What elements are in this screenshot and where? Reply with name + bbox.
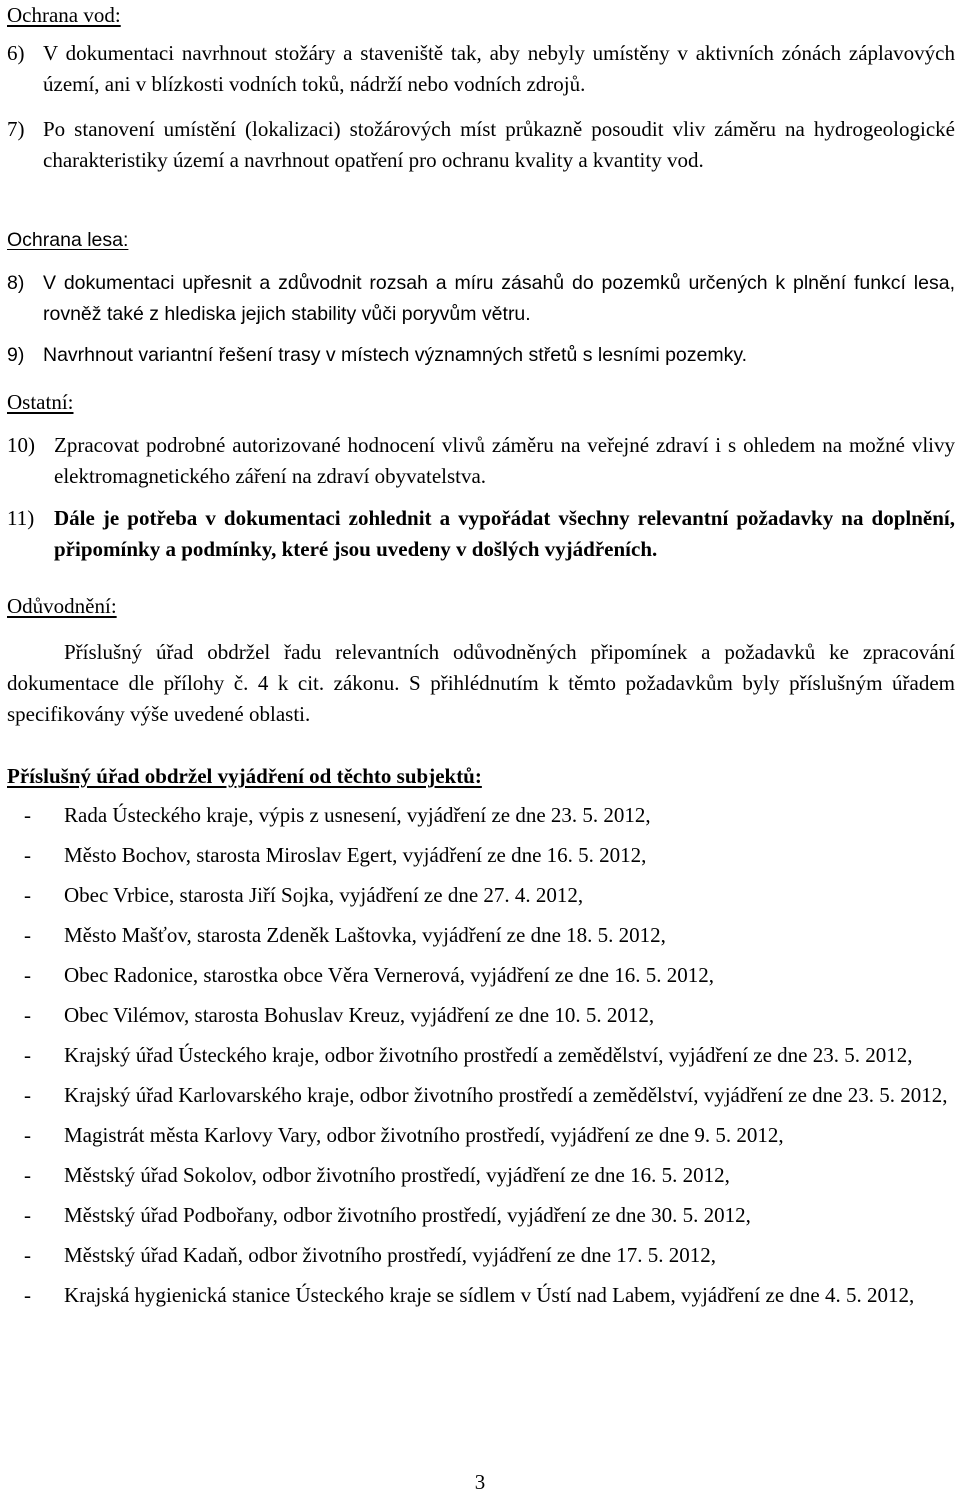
list-item xyxy=(7,840,955,871)
item-number: 6) xyxy=(7,41,25,65)
item-text: Po stanovení umístění (lokalizaci) stožárových míst průkazně posoudit vliv záměru na hydrogeologické charakteristiky území a navrhnout opatření pro ochranu kvality a kvantity vod. xyxy=(43,117,955,172)
page-number: 3 xyxy=(474,1470,486,1494)
list-item xyxy=(7,960,955,991)
list-dash: - xyxy=(24,1043,31,1067)
item-text: Navrhnout variantní řešení trasy v místech významných střetů s lesními pozemky. xyxy=(43,344,748,366)
list-dash: - xyxy=(24,1203,31,1227)
item-number: 11) xyxy=(7,506,35,530)
heading-forest-protection: Ochrana lesa: xyxy=(7,229,129,251)
list-item xyxy=(7,1240,955,1271)
item-number: 8) xyxy=(7,272,25,294)
heading-other: Ostatní: xyxy=(7,390,74,414)
list-item-text: Rada Ústeckého kraje, výpis z usnesení, vyjádření ze dne 23. 5. 2012, xyxy=(64,803,651,827)
list-dash: - xyxy=(24,923,31,947)
requirement-item xyxy=(7,38,955,100)
list-item-text: Městský úřad Kadaň, odbor životního prostředí, vyjádření ze dne 17. 5. 2012, xyxy=(64,1243,717,1267)
list-dash: - xyxy=(24,803,31,827)
list-dash: - xyxy=(24,1123,31,1147)
requirement-item xyxy=(7,114,955,176)
list-item-text: Město Mašťov, starosta Zdeněk Laštovka, vyjádření ze dne 18. 5. 2012, xyxy=(64,923,666,947)
list-item-text: Krajský úřad Karlovarského kraje, odbor životního prostředí a zemědělství, vyjádření ze dne 23. 5. 2012, xyxy=(64,1083,948,1107)
list-item-text: Krajský úřad Ústeckého kraje, odbor životního prostředí a zemědělství, vyjádření ze dne 23. 5. 2012, xyxy=(64,1043,913,1067)
list-item xyxy=(7,1120,955,1151)
list-dash: - xyxy=(24,883,31,907)
list-dash: - xyxy=(24,1003,31,1027)
item-text: V dokumentaci upřesnit a zdůvodnit rozsah a míru zásahů do pozemků určených k plnění funkcí lesa, rovněž také z hlediska jejich stability vůči poryvům větru. xyxy=(43,272,955,325)
list-item xyxy=(7,1160,955,1191)
item-text: V dokumentaci navrhnout stožáry a staveniště tak, aby nebyly umístěny v aktivních zónách záplavových území, ani v blízkosti vodních toků, nádrží nebo vodních zdrojů. xyxy=(43,41,955,96)
list-item xyxy=(7,800,955,831)
item-number: 9) xyxy=(7,344,25,366)
list-item-text: Obec Vrbice, starosta Jiří Sojka, vyjádření ze dne 27. 4. 2012, xyxy=(64,883,584,907)
list-item xyxy=(7,1280,955,1311)
list-item-text: Město Bochov, starosta Miroslav Egert, vyjádření ze dne 16. 5. 2012, xyxy=(64,843,647,867)
item-number: 10) xyxy=(7,433,35,457)
list-dash: - xyxy=(24,1083,31,1107)
justification-paragraph: Příslušný úřad obdržel řadu relevantních odůvodněných připomínek a požadavků ke zpracování dokumentace dle přílohy č. 4 k cit. zákonu. S přihlédnutím k těmto požadavkům byly příslušným úřadem specifikovány výše uvedené oblasti. xyxy=(7,640,955,726)
list-item-text: Městský úřad Sokolov, odbor životního prostředí, vyjádření ze dne 16. 5. 2012, xyxy=(64,1163,730,1187)
list-item-text: Magistrát města Karlovy Vary, odbor životního prostředí, vyjádření ze dne 9. 5. 2012, xyxy=(64,1123,784,1147)
statements-list xyxy=(7,800,955,1320)
list-dash: - xyxy=(24,843,31,867)
list-item xyxy=(7,1200,955,1231)
list-item xyxy=(7,880,955,911)
requirement-item xyxy=(7,430,955,492)
heading-justification: Odůvodnění: xyxy=(7,594,117,618)
requirement-item xyxy=(7,340,955,371)
list-item-text: Obec Radonice, starostka obce Věra Vernerová, vyjádření ze dne 16. 5. 2012, xyxy=(64,963,714,987)
list-dash: - xyxy=(24,963,31,987)
list-item xyxy=(7,1040,955,1071)
list-item xyxy=(7,1080,955,1111)
list-item xyxy=(7,920,955,951)
list-item-text: Městský úřad Podbořany, odbor životního prostředí, vyjádření ze dne 30. 5. 2012, xyxy=(64,1203,751,1227)
list-item xyxy=(7,1000,955,1031)
list-dash: - xyxy=(24,1163,31,1187)
item-text: Dále je potřeba v dokumentaci zohlednit a vypořádat všechny relevantní požadavky na doplnění, připomínky a podmínky, které jsou uvedeny v došlých vyjádřeních. xyxy=(54,506,955,561)
heading-water-protection: Ochrana vod: xyxy=(7,3,121,27)
item-number: 7) xyxy=(7,117,25,141)
list-item-text: Krajská hygienická stanice Ústeckého kraje se sídlem v Ústí nad Labem, vyjádření ze dne 4. 5. 2012, xyxy=(64,1283,915,1307)
list-dash: - xyxy=(24,1283,31,1307)
list-dash: - xyxy=(24,1243,31,1267)
list-item-text: Obec Vilémov, starosta Bohuslav Kreuz, vyjádření ze dne 10. 5. 2012, xyxy=(64,1003,655,1027)
heading-statements: Příslušný úřad obdržel vyjádření od těchto subjektů: xyxy=(7,764,482,788)
item-text: Zpracovat podrobné autorizované hodnocení vlivů záměru na veřejné zdraví i s ohledem na možné vlivy elektromagnetického záření na zdraví obyvatelstva. xyxy=(54,433,955,488)
requirement-item xyxy=(7,268,955,330)
requirement-item xyxy=(7,503,955,565)
